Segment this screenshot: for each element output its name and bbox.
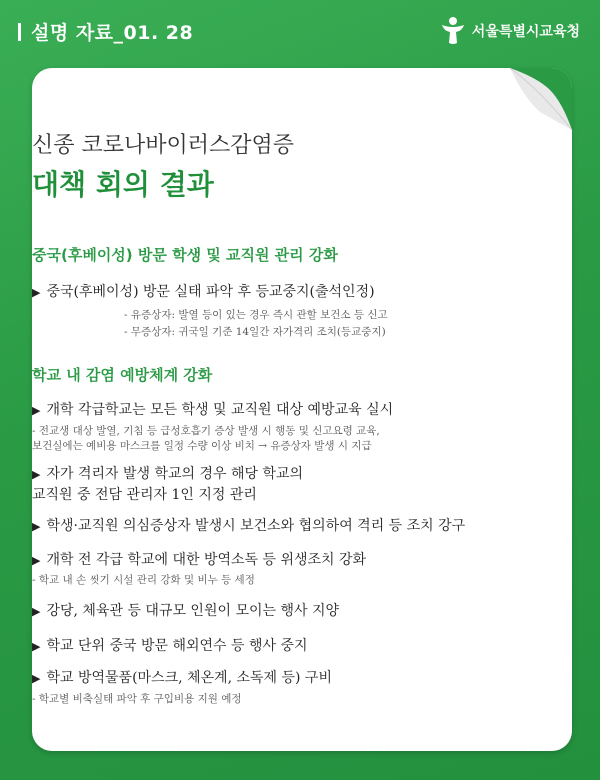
triangle-right-icon: ▶: [32, 672, 41, 685]
organization-logo: [440, 16, 580, 46]
sub-item-8a: - 학교별 비축실태 파악 후 구입비용 지원 예정: [32, 693, 242, 705]
organization-name: 서울특별시교육청: [471, 24, 580, 40]
triangle-right-icon: ▶: [32, 286, 41, 299]
triangle-right-icon: ▶: [32, 468, 41, 481]
triangle-right-icon: ▶: [32, 520, 41, 533]
sub-item-5a: - 학교 내 손 씻기 시설 관리 강화 및 비누 등 세정: [32, 574, 255, 586]
sub-item-1a: - 유증상자: 발열 등이 있는 경우 즉시 관할 보건소 등 신고: [124, 309, 388, 321]
item-1: ▶ 중국(후베이성) 방문 실태 파악 후 등교중지(출석인정): [32, 284, 375, 300]
content-card: [32, 68, 572, 751]
sub-item-2b: 보건실에는 예비용 마스크를 일정 수량 이상 비치 → 유증상자 발생 시 지급: [32, 440, 372, 452]
sub-item-2a: - 전교생 대상 발열, 기침 등 급성호흡기 증상 발생 시 행동 및 신고요령 교육,: [32, 425, 380, 437]
item-5: ▶ 개학 전 각급 학교에 대한 방역소독 등 위생조치 강화: [32, 552, 367, 568]
title-line-1: 신종 코로나바이러스감염증: [32, 133, 295, 158]
label-bar-divider: [18, 23, 21, 41]
document-label: [18, 18, 193, 45]
triangle-right-icon: ▶: [32, 605, 41, 618]
page-curl-decoration: [510, 68, 572, 130]
item-3: ▶ 자가 격리자 발생 학교의 경우 해당 학교의: [32, 466, 304, 482]
triangle-right-icon: ▶: [32, 404, 41, 417]
document-label-text: 설명 자료_01. 28: [31, 22, 194, 44]
item-4: ▶ 학생·교직원 의심증상자 발생시 보건소와 협의하여 격리 등 조치 강구: [32, 518, 466, 534]
triangle-right-icon: ▶: [32, 554, 41, 567]
title-line-2: 대책 회의 결과: [32, 168, 214, 201]
section-heading-2: 학교 내 감염 예방체계 강화: [32, 366, 213, 384]
sub-item-1b: - 무증상자: 귀국일 기준 14일간 자가격리 조치(등교중지): [124, 326, 386, 338]
item-3-line-2: 교직원 중 전담 관리자 1인 지정 관리: [32, 487, 257, 503]
section-heading-1: 중국(후베이성) 방문 학생 및 교직원 관리 강화: [32, 246, 338, 264]
item-8: ▶ 학교 방역물품(마스크, 체온계, 소독제 등) 구비: [32, 670, 332, 686]
item-7: ▶ 학교 단위 중국 방문 해외연수 등 행사 중지: [32, 638, 308, 654]
seoul-education-logo-icon: [440, 16, 466, 46]
triangle-right-icon: ▶: [32, 640, 41, 653]
item-6: ▶ 강당, 체육관 등 대규모 인원이 모이는 행사 지양: [32, 603, 340, 619]
item-2: ▶ 개학 각급학교는 모든 학생 및 교직원 대상 예방교육 실시: [32, 402, 394, 418]
header-bar: [0, 0, 600, 70]
